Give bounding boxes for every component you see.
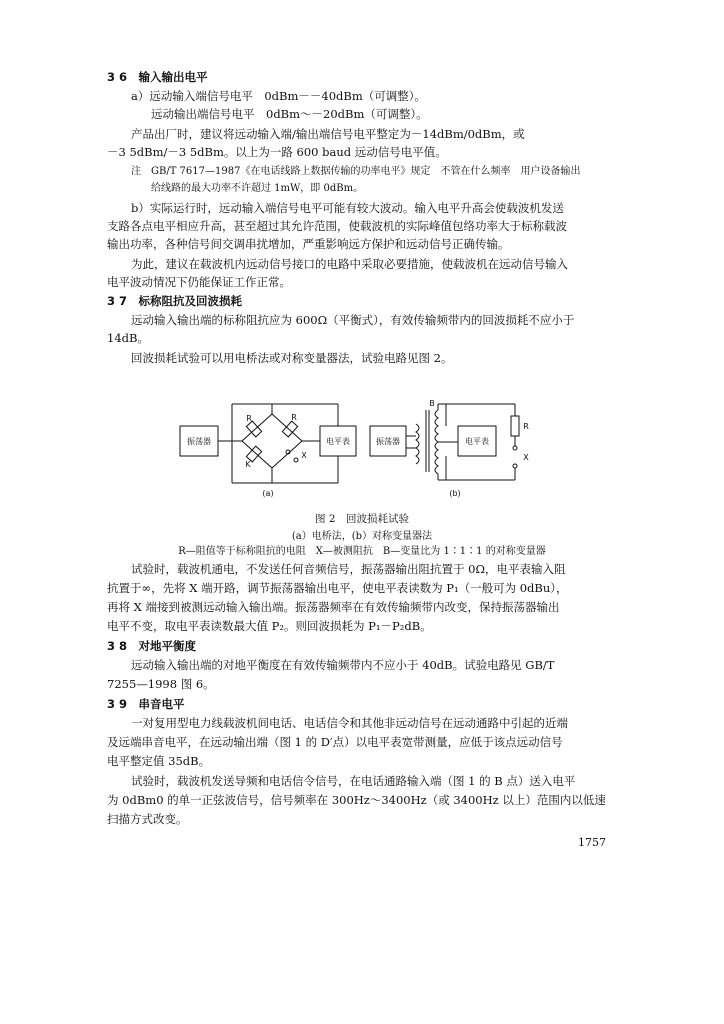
section-3-6-heading: 3 6 输入输出电平 bbox=[107, 70, 208, 84]
paragraph-line: 为 0dBm0 的单一正弦波信号，信号频率在 300Hz～3400Hz（或 3400Hz 以上）范围内以低速 bbox=[107, 793, 606, 807]
paragraph-line: 再将 X 端接到被测远动输入输出端。振荡器频率在有效传输频带内改变，保持振荡器输出 bbox=[107, 600, 560, 614]
coil-primary bbox=[416, 424, 419, 464]
page-number: 1757 bbox=[578, 836, 606, 849]
terminal-x-b1 bbox=[513, 446, 517, 450]
level-meter-label-b: 电平表 bbox=[465, 437, 489, 446]
terminal-x-b2 bbox=[513, 464, 517, 468]
input-level-text: a）远动输入端信号电平 0dBm－－40dBm（可调整）。 bbox=[131, 89, 426, 103]
paragraph-line: b）实际运行时，远动输入端信号电平可能有较大波动。输入电平升高会使载波机发送 bbox=[131, 201, 564, 215]
paragraph-line: 扫描方式改变。 bbox=[107, 812, 188, 826]
paragraph-line: 支路各点电平相应升高，甚至超过其允许范围，使载波机的实际峰值包络功率大于标称载波 bbox=[107, 219, 567, 233]
paragraph-line: 试验时，载波机发送导频和电话信令信号，在电话通路输入端（图 1 的 B 点）送入电平 bbox=[131, 774, 576, 788]
resistor-r-b bbox=[511, 416, 519, 436]
terminal-x-a2 bbox=[294, 458, 298, 462]
subfigure-b-label: (b) bbox=[449, 489, 461, 498]
label-r2: R bbox=[291, 413, 297, 422]
paragraph-line: 产品出厂时，建议将远动输入端/输出端信号电平整定为－14dBm/0dBm，或 bbox=[131, 127, 525, 141]
paragraph-line: －3 5dBm/－3 5dBm。以上为一路 600 baud 远动信号电平值。 bbox=[107, 145, 447, 159]
paragraph-line: 抗置于∞，先将 X 端开路，调节振荡器输出电平，使电平表读数为 P₁（一般可为 0dBu）， bbox=[107, 581, 568, 595]
paragraph-line: 7255—1998 图 6。 bbox=[107, 677, 215, 691]
paragraph-line: 电平整定值 35dB。 bbox=[107, 754, 211, 768]
paragraph-line: 及远端串音电平，在远动输出端（图 1 的 D′点）以电平表宽带测量，应低于该点远动信号 bbox=[107, 735, 563, 749]
paragraph-line: 远动输入输出端的标称阻抗应为 600Ω（平衡式），有效传输频带内的回波损耗不应小于 bbox=[131, 313, 575, 327]
paragraph-line: 远动输入输出端的对地平衡度在有效传输频带内不应小于 40dB。试验电路见 GB/T bbox=[131, 658, 555, 672]
paragraph-line: 一对复用型电力线载波机间电话、电话信令和其他非远动信号在远动通路中引起的近端 bbox=[131, 716, 568, 730]
note-line: 给线路的最大功率不许超过 1mW，即 0dBm。 bbox=[151, 183, 364, 194]
paragraph-line: 电平波动情况下仍能保证工作正常。 bbox=[107, 275, 291, 289]
figure-subcaption: (a）电桥法，(b）对称变量器法 bbox=[291, 531, 433, 542]
label-x-b: X bbox=[523, 453, 529, 462]
figure-2-circuit bbox=[170, 396, 550, 504]
paragraph-line: 为此，建议在载波机内远动信号接口的电路中采取必要措施，使载波机在远动信号输入 bbox=[131, 257, 568, 271]
paragraph-line: 回波损耗试验可以用电桥法或对称变量器法，试验电路见图 2。 bbox=[131, 351, 453, 365]
output-level-text: 远动输出端信号电平 0dBm～－20dBm（可调整）。 bbox=[151, 107, 428, 121]
subfigure-a-label: (a) bbox=[262, 489, 274, 498]
paragraph-line: 14dB。 bbox=[107, 331, 149, 345]
note-line: 注 GB/T 7617—1987《在电话线路上数据传输的功率电平》规定 不管在什么频率 用户设备输出 bbox=[131, 166, 581, 177]
oscillator-label-a: 振荡器 bbox=[187, 437, 211, 446]
label-r1: R bbox=[246, 414, 252, 423]
level-meter-label-a: 电平表 bbox=[326, 437, 350, 446]
paragraph-line: 电平不变，取电平表读数最大值 P₂。则回波损耗为 P₁－P₂dB。 bbox=[107, 619, 432, 633]
oscillator-label-b: 振荡器 bbox=[376, 437, 400, 446]
label-k: K bbox=[245, 460, 251, 469]
paragraph-line: 试验时，载波机通电，不发送任何音频信号，振荡器输出阻抗置于 0Ω，电平表输入阻 bbox=[131, 562, 566, 576]
label-r-b: R bbox=[523, 422, 529, 431]
section-3-9-heading: 3 9 串音电平 bbox=[107, 697, 185, 711]
label-x-a: X bbox=[301, 451, 307, 460]
section-3-8-heading: 3 8 对地平衡度 bbox=[107, 639, 197, 653]
label-b: B bbox=[429, 399, 435, 408]
paragraph-line: 输出功率，各种信号间交调串扰增加，严重影响远方保护和远动信号正确传输。 bbox=[107, 237, 510, 251]
section-3-7-heading: 3 7 标称阻抗及回波损耗 bbox=[107, 294, 243, 308]
coil-secondary bbox=[435, 410, 438, 474]
figure-legend: R—阻值等于标称阻抗的电阻 X—被测阻抗 B—变量比为 1∶1∶1 的对称变量器 bbox=[178, 546, 546, 557]
figure-title: 图 2 回波损耗试验 bbox=[314, 513, 410, 525]
